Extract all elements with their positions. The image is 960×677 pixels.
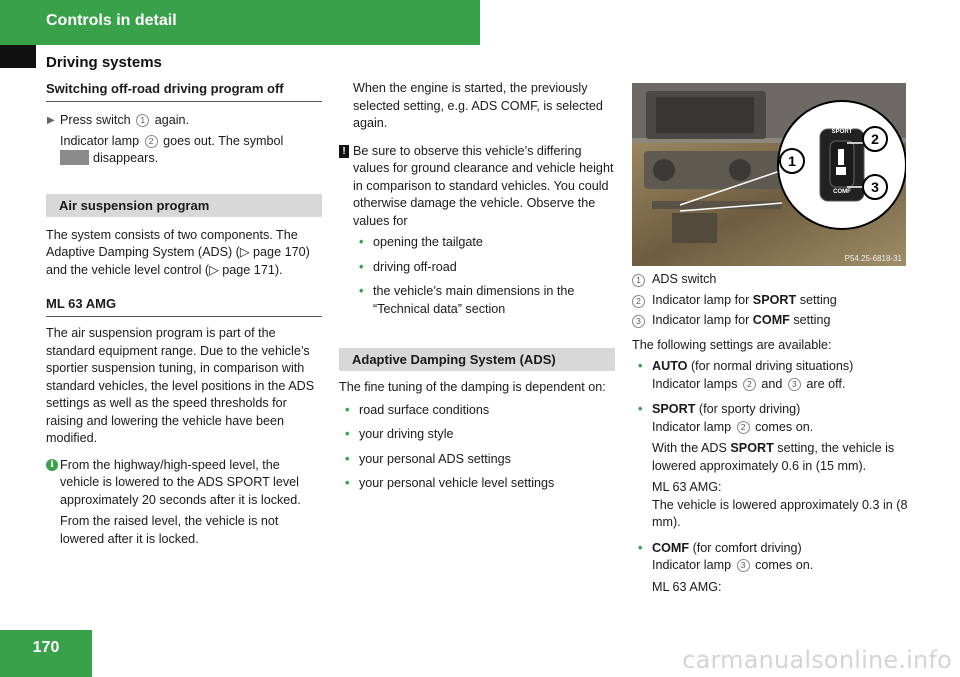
lamp-text: Indicator lamp 2 goes out. The symbol disappears. bbox=[60, 133, 284, 165]
step-item: ▶ Press switch 1 again. bbox=[46, 112, 322, 130]
heading-offroad-off: Switching off-road driving program off bbox=[46, 80, 322, 102]
photo-label-sport: SPORT bbox=[831, 129, 853, 135]
ads-switch-photo bbox=[632, 83, 906, 266]
list-item: • road surface conditions bbox=[345, 402, 615, 420]
arrow-right-icon: ▶ bbox=[47, 115, 55, 126]
list-item: • driving off-road bbox=[359, 259, 615, 277]
list-item: • opening the tailgate bbox=[359, 234, 615, 252]
ads-text: The fine tuning of the damping is dependent on: bbox=[339, 380, 606, 394]
list-item: • your driving style bbox=[345, 426, 615, 444]
list-item: • your personal vehicle level settings bbox=[345, 475, 615, 493]
column-left bbox=[46, 80, 322, 548]
subsection-title: Driving systems bbox=[46, 54, 162, 71]
heading-air-suspension: Air suspension program bbox=[46, 194, 322, 217]
watermark: carmanualsonline.info bbox=[682, 646, 952, 674]
settings-intro: The following settings are available: bbox=[632, 337, 832, 352]
offroad-symbol-icon bbox=[60, 150, 89, 165]
list-item: • your personal ADS settings bbox=[345, 451, 615, 469]
legend-item: 2 Indicator lamp for SPORT setting bbox=[632, 292, 908, 310]
ml63-text: The air suspension program is part of the standard equipment range. Due to the vehicle’s sportier suspension tuning, in comparison with standard vehicles, the level positions in the ADS settings as well as the speed thresholds for raising and lowering the vehicle have been modified. bbox=[46, 326, 315, 445]
legend-item: 1 ADS switch bbox=[632, 271, 908, 289]
callout-1: 1 bbox=[136, 114, 149, 127]
callout-2: 2 bbox=[145, 135, 158, 148]
warning-icon: ! bbox=[339, 145, 349, 158]
heading-ads: Adaptive Damping System (ADS) bbox=[339, 348, 615, 371]
column-right bbox=[632, 80, 908, 596]
svg-text:2: 2 bbox=[871, 131, 879, 147]
setting-comf: • COMF (for comfort driving) Indicator lamp 3 comes on. ML 63 AMG: bbox=[638, 540, 908, 597]
list-item: • the vehicle’s main dimensions in the “Technical data” section bbox=[359, 283, 615, 318]
svg-text:1: 1 bbox=[788, 153, 796, 169]
section-title: Controls in detail bbox=[46, 12, 177, 29]
air-suspension-text: The system consists of two components. The Adaptive Damping System (ADS) (▷ page 170) and the vehicle level control (▷ page 171). bbox=[46, 227, 310, 277]
column-middle bbox=[339, 80, 615, 493]
heading-ml63: ML 63 AMG bbox=[46, 295, 322, 317]
info-icon: i bbox=[46, 459, 58, 471]
photo-label-comf: COMF bbox=[833, 189, 851, 195]
engine-start-text: When the engine is started, the previously selected setting, e.g. ADS COMF, is selected again. bbox=[353, 81, 603, 130]
setting-auto: • AUTO (for normal driving situations) Indicator lamps 2 and 3 are off. bbox=[638, 358, 908, 393]
warning-note: ! Be sure to observe this vehicle’s differing values for ground clearance and vehicle height in comparison to standard vehicles. You could otherwise damage the vehicle. Observe the values for • opening the tailgate • driving off-road • the vehicle’s main dimensions in the “Technical data” section bbox=[339, 143, 615, 319]
legend-item: 3 Indicator lamp for COMF setting bbox=[632, 312, 908, 330]
svg-text:3: 3 bbox=[871, 179, 879, 195]
subsection-marker bbox=[0, 45, 36, 68]
page-number: 170 bbox=[32, 639, 60, 656]
setting-sport: • SPORT (for sporty driving) Indicator lamp 2 comes on. With the ADS SPORT setting, the vehicle is lowered approximately 0.6 in (15 mm). ML 63 AMG: The vehicle is lowered approximately 0.3 in (8 mm). bbox=[638, 401, 908, 532]
info-note: i From the highway/high-speed level, the vehicle is lowered to the ADS SPORT level approximately 20 seconds after it is locked. From the raised level, the vehicle is not lowered after it is locked. bbox=[46, 457, 322, 549]
console-illustration bbox=[632, 83, 906, 266]
photo-code: P54.25-6818-31 bbox=[844, 254, 902, 263]
